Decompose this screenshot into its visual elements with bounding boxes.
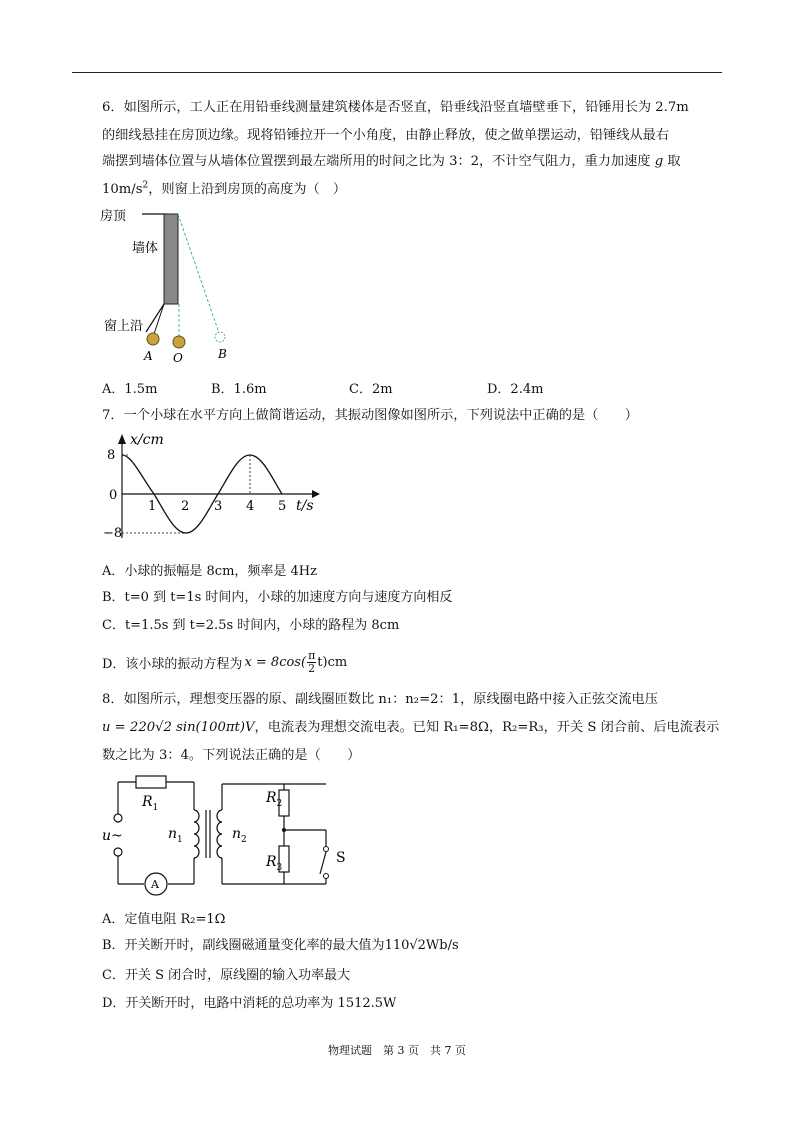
q8-option-d: D．开关断开时，电路中消耗的总功率为 1512.5W [102, 996, 397, 1011]
xtick-1: 1 [148, 499, 157, 514]
q7-option-d: D．该小球的振动方程为 x = 8cos( π 2 t)cm [102, 649, 348, 675]
wall-rect [164, 214, 178, 304]
resistor-R1 [136, 776, 166, 788]
xtick-4: 4 [246, 499, 255, 514]
label-n2: $n_2$ [232, 826, 247, 845]
xtick-2: 2 [181, 499, 190, 514]
xtick-5: 5 [278, 499, 287, 514]
q7-graph [102, 428, 322, 550]
q8-line1: 8．如图所示，理想变压器的原、副线圈匝数比 n₁：n₂=2：1，原线圈电路中接入正弦交流电压 [102, 692, 658, 707]
label-switch: S [336, 850, 346, 866]
primary-coil [194, 810, 199, 858]
q6-figure [96, 206, 266, 366]
q6-line3: 端摆到墙体位置与从墙体位置摆到最左端所用的时间之比为 3：2，不计空气阻力，重力加速度 g 取 [102, 154, 681, 169]
q7-option-a: A．小球的振幅是 8cm，频率是 4Hz [102, 564, 317, 579]
label-A: A [144, 349, 153, 363]
pendulum-A-string [154, 304, 164, 334]
q8-line3: 数之比为 3：4。下列说法正确的是（ ） [102, 748, 361, 763]
q6-line2: 的细线悬挂在房顶边缘。现将铅锤拉开一个小角度，由静止释放，使之做单摆运动，铅锤线从最右 [102, 128, 670, 143]
terminal-bottom [114, 848, 122, 856]
q6-line4: $10m/s^2$，则窗上沿到房顶的高度为（ ） [102, 180, 347, 197]
terminal-top [114, 814, 122, 822]
x-axis-label: t/s [296, 498, 314, 514]
label-R1: $R_1$ [142, 794, 159, 813]
q6-option-b: B．1.6m [211, 382, 267, 397]
ytick-0: 0 [109, 488, 118, 503]
x-axis-arrow [118, 434, 126, 444]
bob-B [215, 332, 225, 342]
label-roof: 房顶 [100, 209, 127, 224]
label-u: u~ [102, 828, 123, 844]
q6-line1: 6．如图所示，工人正在用铅垂线测量建筑楼体是否竖直，铅垂线沿竖直墙壁垂下，铅锤用长为 2.7m [102, 100, 689, 115]
xtick-3: 3 [214, 499, 223, 514]
bob-O [173, 336, 185, 348]
q6-option-c: C．2m [349, 382, 393, 397]
q8-option-c: C．开关 S 闭合时，原线圈的输入功率最大 [102, 968, 351, 983]
label-n1: $n_1$ [168, 826, 183, 845]
q6-g: g [654, 154, 664, 169]
switch-S [320, 852, 326, 874]
label-O: O [173, 351, 183, 365]
secondary-coil [217, 810, 222, 858]
label-ammeter: A [151, 878, 159, 891]
q7-option-b: B．t=0 到 t=1s 时间内，小球的加速度方向与速度方向相反 [102, 590, 453, 605]
header-rule [72, 72, 722, 73]
label-B: B [218, 347, 227, 361]
q8-circuit [98, 770, 368, 900]
label-R3: $R_3$ [266, 854, 283, 873]
page-footer: 物理试题 第 3 页 共 7 页 [328, 1044, 466, 1057]
q7-fraction: π 2 [308, 649, 316, 675]
q8-option-b: B．开关断开时，副线圈磁通量变化率的最大值为110√2Wb/s [102, 938, 459, 953]
label-wall: 墙体 [132, 241, 159, 256]
bob-A [147, 333, 159, 345]
q8-option-a: A．定值电阻 R₂=1Ω [102, 912, 226, 927]
t-axis-arrow [312, 490, 320, 498]
pendulum-B-string [178, 214, 219, 333]
q7-option-c: C．t=1.5s 到 t=2.5s 时间内，小球的路程为 8cm [102, 618, 400, 633]
q6-option-d: D．2.4m [487, 382, 544, 397]
label-R2: $R_2$ [266, 790, 283, 809]
y-axis-label: x/cm [130, 432, 164, 448]
ytick-8: 8 [107, 448, 116, 463]
ytick-neg8: −8 [103, 526, 123, 541]
q8-line2: u = 220√2 sin(100πt)V，电流表为理想交流电表。已知 R₁=8Ω，R₂=R₃，开关 S 闭合前、后电流表示 [102, 720, 720, 735]
label-window: 窗上沿 [104, 319, 144, 334]
q7-stem: 7．一个小球在水平方向上做简谐运动，其振动图像如图所示，下列说法中正确的是（ ） [102, 408, 638, 423]
window-pointer [146, 304, 164, 332]
q6-option-a: A．1.5m [102, 382, 158, 397]
